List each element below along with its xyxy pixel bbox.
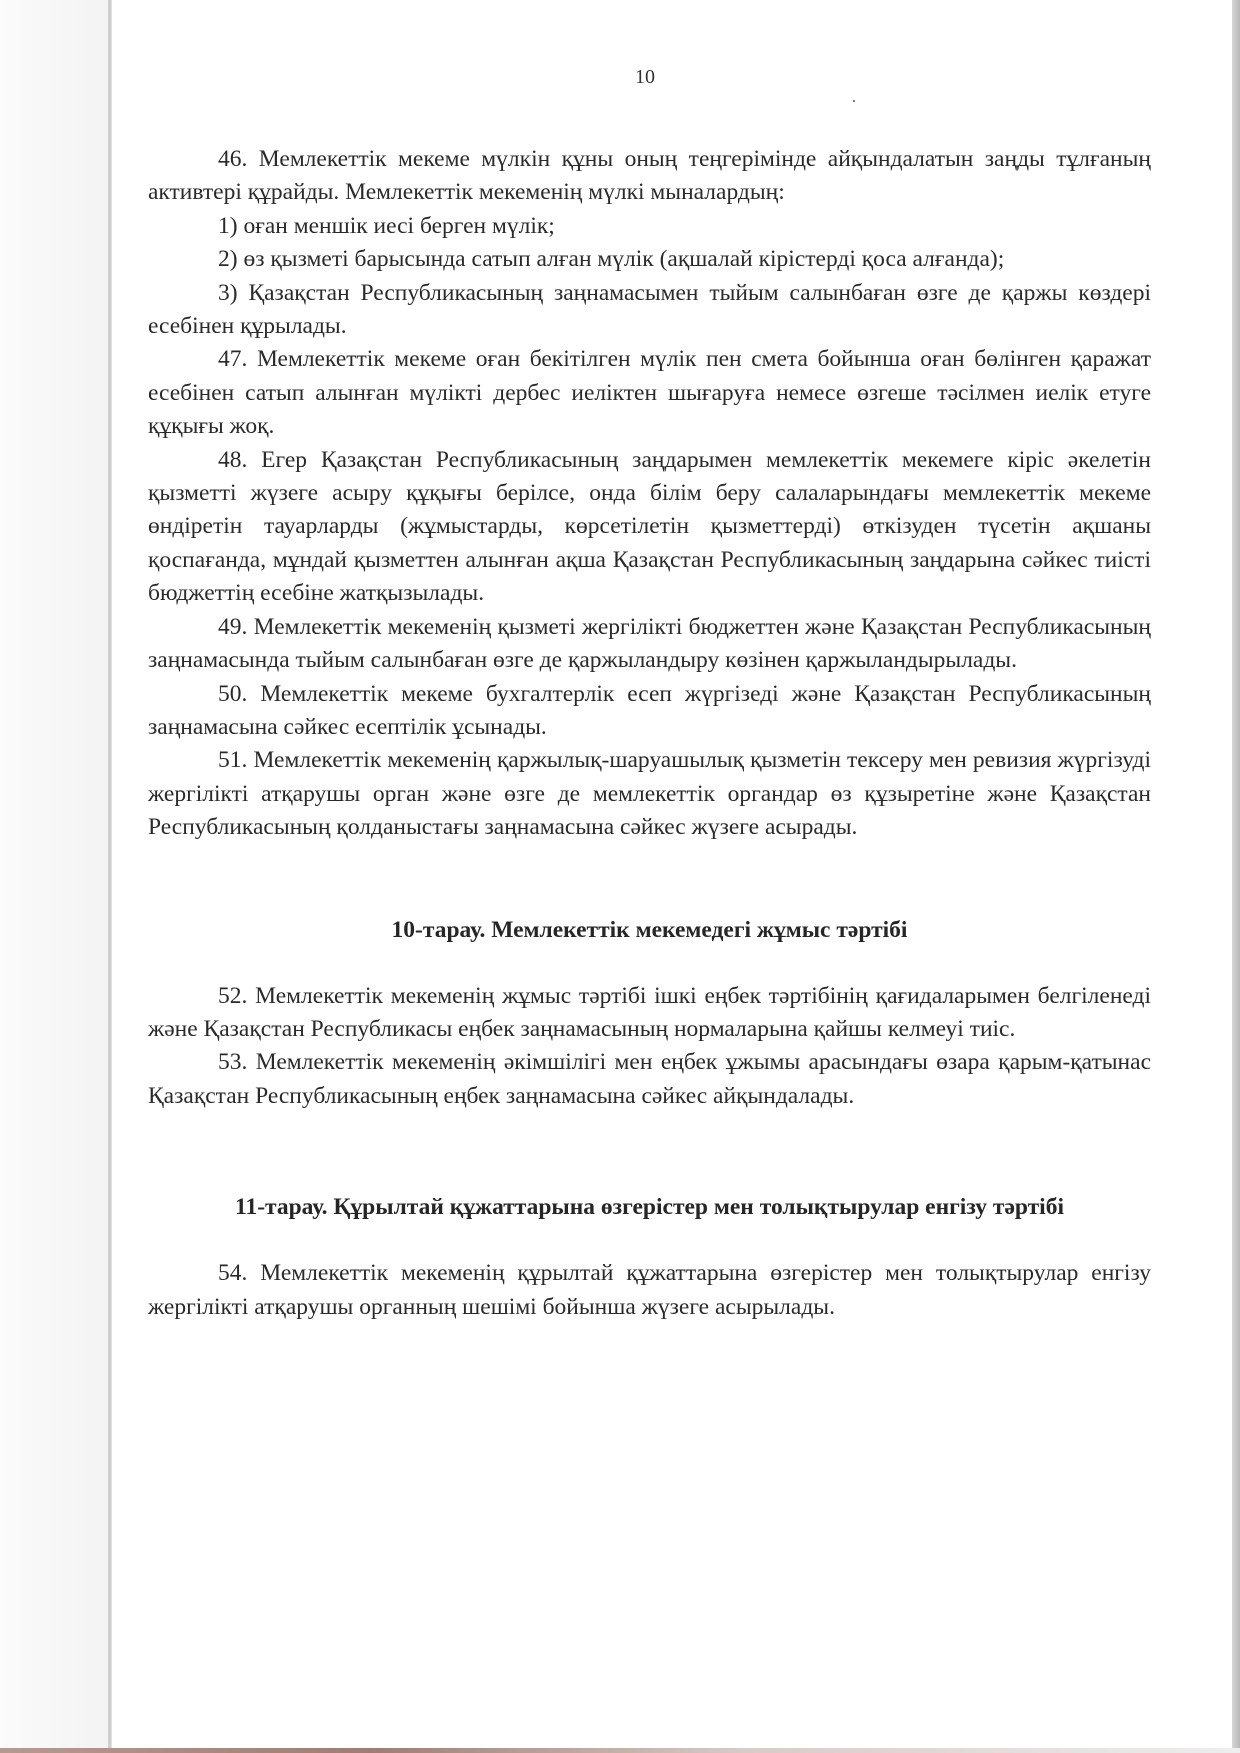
page-number: 10 [635,66,655,88]
list-item-46-1: 1) оған меншік иесі берген мүлік; [218,212,555,239]
scan-speck [853,100,855,102]
page-edge-right [1232,0,1240,1753]
paragraph-53: 53. Мемлекеттік мекеменің әкімшілігі мен еңбек ұжымы арасындағы өзара қарым-қатынас Қазақстан Республикасының еңбек заңнамасына сәйкес айқындалады. [148,1049,1151,1109]
spacer [148,845,1151,913]
paragraph-49: 49. Мемлекеттік мекеменің қызметі жергілікті бюджеттен және Қазақстан Республикасының заңнамасында тыйым салынбаған өзге де қаржыландыру көзінен қаржыландырылады. [148,613,1151,674]
list-item-46-3: 3) Қазақстан Республикасының заңнамасымен тыйым салынбаған өзге де қаржы көздері есебінен құрылады. [148,279,1151,340]
paragraph-48: 48. Егер Қазақстан Республикасының заңдарымен мемлекеттік мекемеге кіріс әкелетін қызметті жүзеге асыру құқығы берілсе, онда білім беру салаларындағы мемлекеттік мекеме өндіретін тауарларды (жұмыстарды, көрсетілетін қызметтерді) өткізуден түсетін ақшаны қоспағанда, мұндай қызметтен алынған ақша Қазақстан Республикасының заңдарына сәйкес тиісті бюджеттің есебіне жатқызылады. [148,446,1151,607]
paragraph-47: 47. Мемлекеттік мекеме оған бекітілген мүлік пен смета бойынша оған бөлінген қаражат есебінен сатып алынған мүлікті дербес иеліктен шығаруға немесе өзгеше тәсілмен иелік етуге құқығы жоқ. [148,346,1151,440]
list-item-46-2: 2) өз қызметі барысында сатып алған мүлік (ақшалай кірістерді қоса алғанда); [218,246,1005,273]
document-body [148,143,1151,1324]
spacer [148,947,1151,980]
section-heading-11: 11-тарау. Құрылтай құжаттарына өзгерістер мен толықтырулар енгізу тәртібі [234,1194,1064,1221]
paragraph-51: 51. Мемлекеттік мекеменің қаржылық-шаруашылық қызметін тексеру мен ревизия жүргізуді жергілікті атқарушы орган және өзге де мемлекеттік органдар өз құзыретіне және Қазақстан Республикасының қолданыстағы заңнамасына сәйкес жүзеге асырады. [148,747,1151,841]
spacer [148,1113,1151,1190]
scan-bottom-edge [0,1748,1240,1753]
paragraph-46: 46. Мемлекеттік мекеме мүлкін құны оның теңгерімінде айқындалатын заңды тұлғаның активтері құрайды. Мемлекеттік мекеменің мүлкі мыналардың: [148,146,1151,206]
spacer [148,1224,1151,1257]
paragraph-52: 52. Мемлекеттік мекеменің жұмыс тәртібі ішкі еңбек тәртібінің қағидаларымен белгіленеді және Қазақстан Республикасы еңбек заңнамасының нормаларына қайшы келмеуі тиіс. [148,982,1151,1042]
paragraph-54: 54. Мемлекеттік мекеменің құрылтай құжаттарына өзгерістер мен толықтырулар енгізу жергілікті атқарушы органның шешімі бойынша жүзеге асырылады. [148,1260,1151,1320]
paragraph-50: 50. Мемлекеттік мекеме бухгалтерлік есеп жүргізеді және Қазақстан Республикасының заңнамасына сәйкес есептілік ұсынады. [148,680,1151,740]
scan-left-margin [0,0,108,1753]
section-heading-10: 10-тарау. Мемлекеттік мекемедегі жұмыс тәртібі [391,916,908,943]
page-edge-left [108,0,112,1748]
